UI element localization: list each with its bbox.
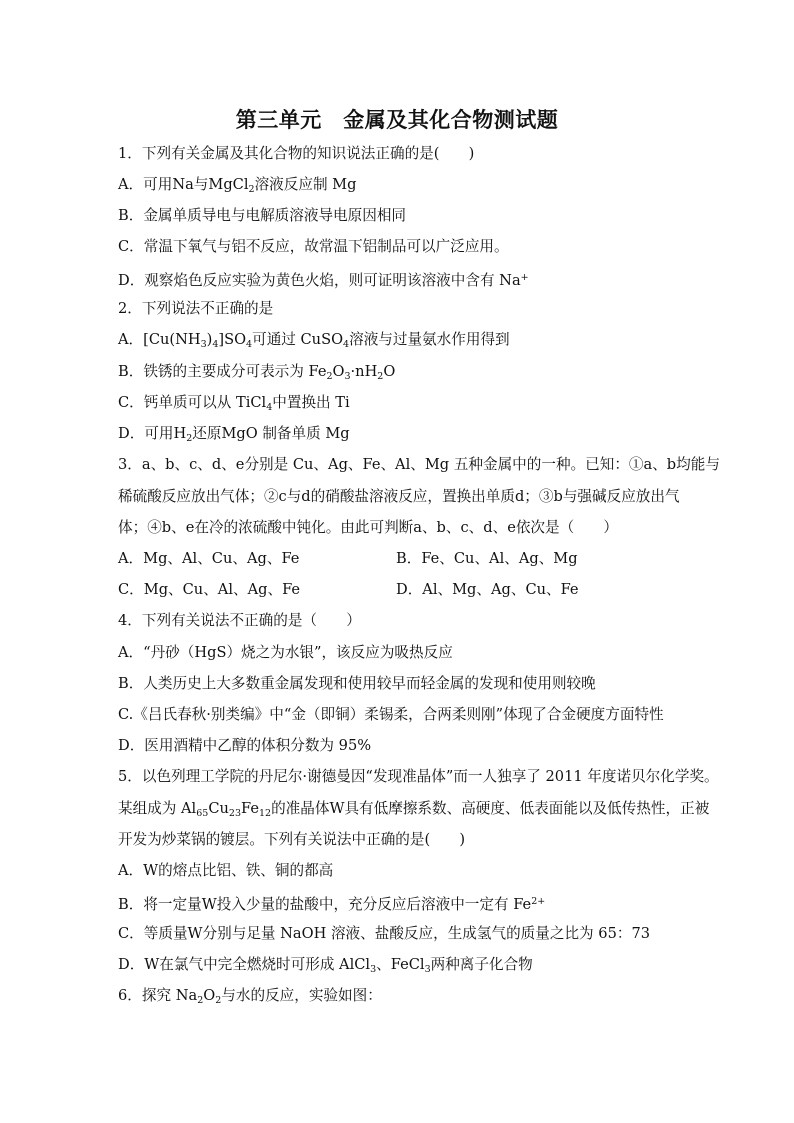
q3-option-c: C．Mg、Cu、Al、Ag、Fe	[118, 581, 301, 598]
q4-option-a: A．“丹砂（HgS）烧之为水银”，该反应为吸热反应	[118, 644, 453, 661]
q4-option-b: B．人类历史上大多数重金属发现和使用较早而轻金属的发现和使用则较晚	[118, 675, 596, 692]
q6-stem: 6．探究 $Na_2O_2$与水的反应，实验如图：	[118, 987, 382, 1006]
q1-option-d: D．观察焰色反应实验为黄色火焰，则可证明该溶液中含有 Na+	[118, 272, 529, 289]
page-title: 第三单元 金属及其化合物测试题	[235, 107, 559, 132]
q5-option-b: B．将一定量W投入少量的盐酸中，充分反应后溶液中一定有 $Fe^{2+}$	[118, 896, 546, 913]
q2-option-d: D．可用$H_2$还原MgO 制备单质 Mg	[118, 425, 350, 444]
q5-option-c: C．等质量W分别与足量 NaOH 溶液、盐酸反应，生成氢气的质量之比为 65：73	[118, 925, 651, 942]
q2-option-b: B．铁锈的主要成分可表示为 $Fe_2O_3\cdot nH_2O$	[118, 363, 396, 382]
q5-stem-line3: 开发为炒菜锅的镀层。下列有关说法中正确的是( )	[118, 831, 466, 848]
q2-stem: 2．下列说法不正确的是	[118, 300, 274, 317]
q5-option-a: A．W的熔点比铝、铁、铜的都高	[118, 862, 334, 879]
q5-stem-line2: 某组成为 $Al_{65}Cu_{23}Fe_{12}$的准晶体W具有低摩擦系数、高硬度、低表面能以及低传热性，正被	[118, 800, 710, 819]
q1-option-b: B．金属单质导电与电解质溶液导电原因相同	[118, 207, 407, 224]
q4-option-d: D．医用酒精中乙醇的体积分数为 95%	[118, 737, 372, 754]
q4-stem: 4．下列有关说法不正确的是（ ）	[118, 612, 361, 629]
q3-option-b: B．Fe、Cu、Al、Ag、Mg	[396, 550, 578, 567]
q3-stem-line3: 体；④b、e在冷的浓硫酸中钝化。由此可判断a、b、c、d、e依次是（ ）	[118, 519, 618, 536]
q3-option-a: A．Mg、Al、Cu、Ag、Fe	[118, 550, 300, 567]
q3-stem-line1: 3．a、b、c、d、e分别是 Cu、Ag、Fe、Al、Mg 五种金属中的一种。已知：①a、b均能与	[118, 456, 720, 473]
q5-option-d: D．W在氯气中完全燃烧时可形成 AlCl$_3$、FeCl$_3$两种离子化合物	[118, 956, 533, 975]
q2-option-c: C．钙单质可以从 TiCl$_4$中置换出 Ti	[118, 394, 350, 413]
q4-option-c: C.《吕氏春秋·别类编》中“金（即铜）柔锡柔，合两柔则刚”体现了合金硬度方面特性	[118, 706, 664, 723]
q2-option-a: A．$[Cu(NH_3)_4]SO_4$可通过 CuSO$_4$溶液与过量氨水作用得到	[118, 331, 510, 350]
q1-option-a: A．可用Na与MgCl$_2$溶液反应制 Mg	[118, 176, 357, 195]
q5-stem-line1: 5．以色列理工学院的丹尼尔·谢德曼因“发现准晶体”而一人独享了 2011 年度诺贝尔化学奖。	[118, 768, 719, 785]
q3-option-d: D．Al、Mg、Ag、Cu、Fe	[396, 581, 579, 598]
q1-option-c: C．常温下氧气与铝不反应，故常温下铝制品可以广泛应用。	[118, 238, 509, 255]
q1-stem: 1．下列有关金属及其化合物的知识说法正确的是( )	[118, 145, 475, 162]
q3-stem-line2: 稀硫酸反应放出气体；②c与d的硝酸盐溶液反应，置换出单质d；③b与强碱反应放出气	[118, 488, 680, 505]
